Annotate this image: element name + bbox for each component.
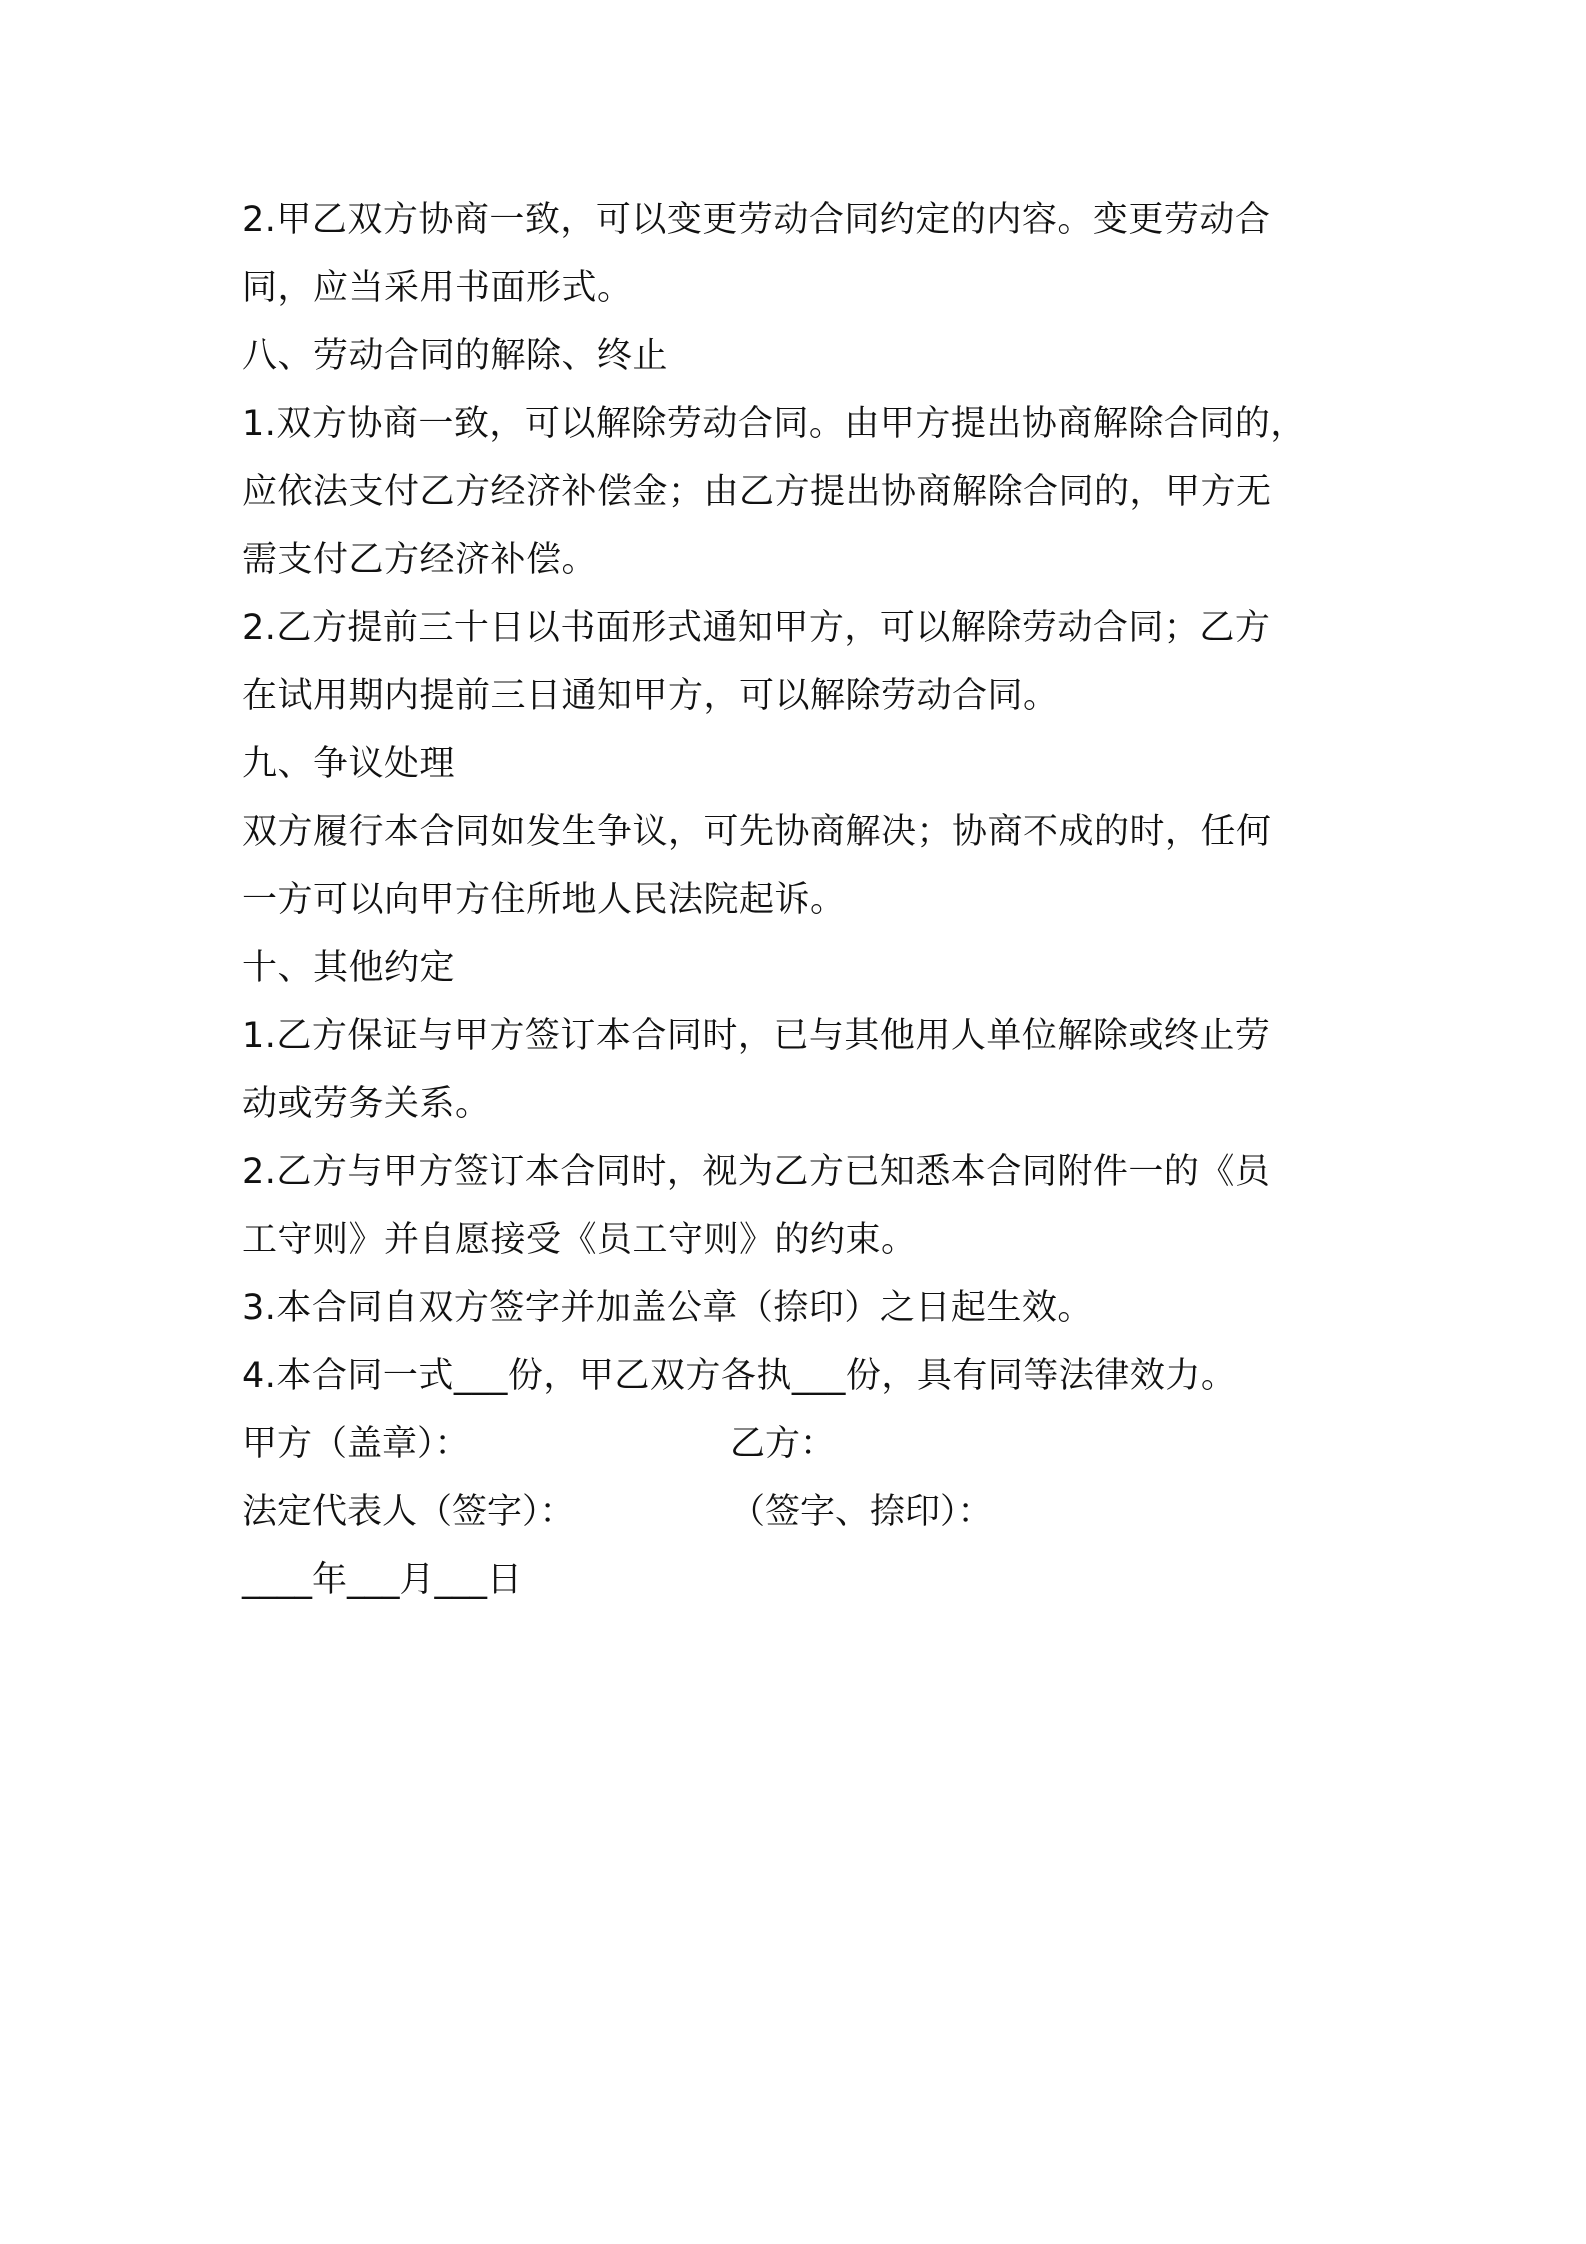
legal-rep-label: 法定代表人（签字）： — [242, 1492, 575, 1532]
text-line: 2.甲乙双方协商一致，可以变更劳动合同约定的内容。变更劳动合 — [242, 200, 1271, 240]
text-line: 需支付乙方经济补偿。 — [242, 540, 598, 580]
party-b-label: 乙方： — [730, 1424, 836, 1464]
signature-row-party — [242, 1410, 1372, 1478]
signature-row-sign — [242, 1478, 1372, 1546]
document-body — [242, 186, 1372, 1614]
text-line: 1.双方协商一致，可以解除劳动合同。由甲方提出协商解除合同的， — [242, 404, 1306, 444]
party-a-label: 甲方（盖章）： — [242, 1424, 470, 1464]
date-line — [242, 1546, 1372, 1614]
text-line: 一方可以向甲方住所地人民法院起诉。 — [242, 880, 846, 920]
text-line: 在试用期内提前三日通知甲方，可以解除劳动合同。 — [242, 676, 1059, 716]
text-line: 4.本合同一式___份，甲乙双方各执___份，具有同等法律效力。 — [242, 1356, 1237, 1396]
section-heading: 十、其他约定 — [242, 948, 456, 988]
party-b-sign-label: （签字、捺印）： — [730, 1492, 993, 1532]
section-heading: 八、劳动合同的解除、终止 — [242, 336, 669, 376]
text-line: 2.乙方提前三十日以书面形式通知甲方，可以解除劳动合同；乙方 — [242, 608, 1271, 648]
section-heading: 九、争议处理 — [242, 744, 456, 784]
text-line: 1.乙方保证与甲方签订本合同时，已与其他用人单位解除或终止劳 — [242, 1016, 1271, 1056]
text-line: 应依法支付乙方经济补偿金；由乙方提出协商解除合同的，甲方无 — [242, 472, 1272, 512]
text-line: 3.本合同自双方签字并加盖公章（捺印）之日起生效。 — [242, 1288, 1093, 1328]
text-line: 工守则》并自愿接受《员工守则》的约束。 — [242, 1220, 917, 1260]
text-line: 同，应当采用书面形式。 — [242, 268, 633, 308]
text-line: 双方履行本合同如发生争议，可先协商解决；协商不成的时，任何 — [242, 812, 1272, 852]
text-line: 动或劳务关系。 — [242, 1084, 491, 1124]
text-line: 2.乙方与甲方签订本合同时，视为乙方已知悉本合同附件一的《员 — [242, 1152, 1271, 1192]
date-text: ____年___月___日 — [242, 1560, 523, 1600]
